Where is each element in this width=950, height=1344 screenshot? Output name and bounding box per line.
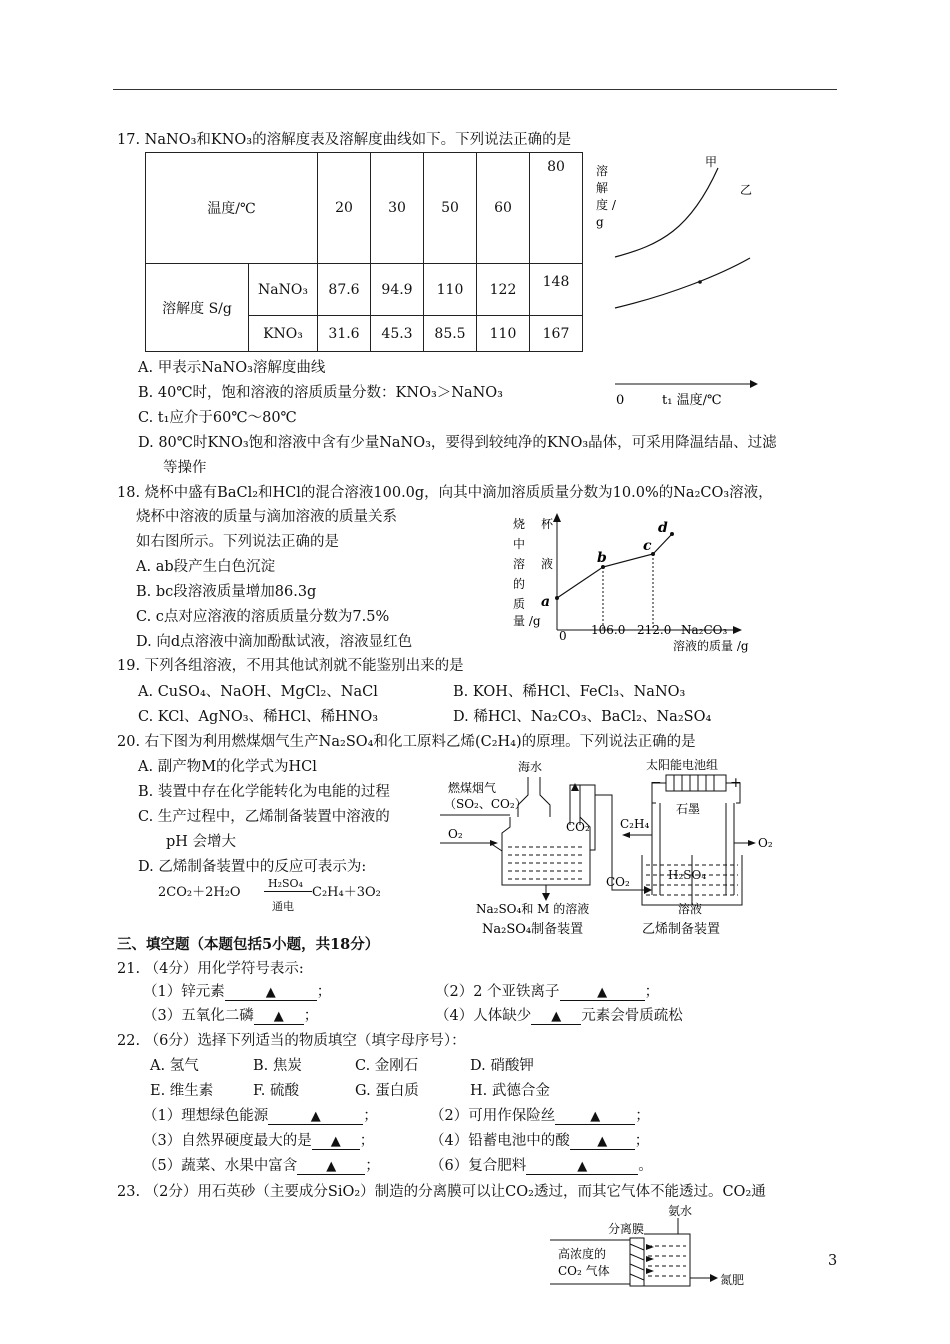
label-a: a: [541, 594, 551, 610]
table-cell: 45.3: [371, 316, 424, 352]
table-cell: 148: [530, 264, 583, 316]
q22-stem: 22. （6分）选择下列适当的物质填空（填字母序号）：: [117, 1033, 466, 1049]
q18-stem-line3: 如右图所示。下列说法正确的是: [136, 534, 339, 550]
q19-option-b: B. KOH、稀HCl、FeCl₃、NaNO₃: [453, 684, 686, 700]
q17-option-c: C. t₁应介于60℃～80℃: [138, 410, 297, 426]
q20-option-a: A. 副产物M的化学式为HCl: [138, 759, 317, 775]
q22-item-3: （3）自然界硬度最大的是 ▲ ；: [143, 1133, 375, 1149]
q22-item-1: （1）理想绿色能源 ▲ ；: [143, 1108, 378, 1124]
graph-xlabel: t₁ 温度/℃: [662, 393, 722, 408]
q21-item-3: （3）五氧化二磷 ▲ ；: [143, 1008, 319, 1024]
q17-solubility-graph: [590, 150, 770, 415]
flue-gas-components: （SO₂、CO₂）: [444, 797, 527, 811]
q17-option-a: A. 甲表示NaNO₃溶解度曲线: [138, 360, 326, 376]
return-pipe: [580, 785, 595, 850]
graph-ylabel: 度 /: [596, 198, 616, 212]
table-row-name: KNO₃: [249, 316, 318, 352]
equation-condition-top: H₂SO₄: [268, 877, 303, 890]
q22-choice: G. 蛋白质: [355, 1083, 419, 1099]
q17-option-b: B. 40℃时，饱和溶液的溶质质量分数：KNO₃＞NaNO₃: [138, 385, 503, 401]
equation-right: C₂H₄＋3O₂: [312, 885, 381, 900]
q21-item-4-suffix: 元素会骨质疏松: [581, 1008, 683, 1024]
q22-item-label: （2）可用作保险丝: [430, 1108, 556, 1124]
q22-item-label: （3）自然界硬度最大的是: [143, 1133, 312, 1149]
q21-stem: 21. （4分）用化学符号表示:: [117, 961, 304, 977]
tower-liquid: [508, 847, 585, 879]
table-temp-cell: 80: [530, 153, 583, 264]
co2-in-arrow: [644, 886, 652, 894]
graph-ylabel: 液: [541, 557, 554, 571]
table-cell: 87.6: [318, 264, 371, 316]
mass-line: [557, 534, 672, 598]
q19-option-a: A. CuSO₄、NaOH、MgCl₂、NaCl: [138, 684, 378, 700]
graph-ylabel: 量 /g: [513, 614, 541, 628]
q20-stem: 20. 右下图为利用燃煤烟气生产Na₂SO₄和化工原料乙烯(C₂H₄)的原理。下列说法正确的是: [117, 734, 696, 750]
tick-212: 212.0: [637, 623, 672, 637]
o2-in-label: O₂: [448, 827, 463, 841]
c2h4-label: C₂H₄: [620, 817, 650, 831]
table-sol-header: 溶解度 S/g: [146, 264, 249, 352]
gas-label-2: CO₂ 气体: [558, 1264, 610, 1278]
graph-ylabel: 的: [513, 577, 526, 591]
x-axis-arrow: [750, 380, 758, 388]
product-label: Na₂SO₄和 M 的溶液: [476, 902, 590, 916]
q19-option-d: D. 稀HCl、Na₂CO₃、BaCl₂、Na₂SO₄: [453, 709, 712, 725]
blank-marker: ▲: [597, 1134, 608, 1149]
flow-arrows: [646, 1244, 654, 1274]
q21-item-1-label: （1）锌元素: [143, 984, 225, 1000]
q20-apparatus-diagram: [430, 755, 790, 940]
answer-blank[interactable]: [531, 1008, 581, 1025]
q18-option-d: D. 向d点溶液中滴加酚酞试液，溶液显红色: [136, 634, 413, 650]
table-cell: 31.6: [318, 316, 371, 352]
q22-item-6: （6）复合肥料 ▲ 。: [430, 1158, 653, 1174]
q18-stem-line2: 烧杯中溶液的质量与滴加溶液的质量关系: [136, 509, 397, 525]
graph-xlabel: 溶液的质量 /g: [673, 639, 749, 653]
q19-option-c: C. KCl、AgNO₃、稀HCl、稀HNO₃: [138, 709, 379, 725]
label-b: b: [597, 550, 607, 566]
graph-origin: 0: [559, 629, 567, 643]
answer-blank[interactable]: [555, 1108, 635, 1125]
q22-choice: E. 维生素: [150, 1083, 214, 1099]
header-rule: [113, 89, 837, 90]
tick-106: 106.0: [591, 623, 626, 637]
q22-choice: A. 氢气: [150, 1058, 199, 1074]
q17-option-d: D. 80℃时KNO₃饱和溶液中含有少量NaNO₃，要得到较纯净的KNO₃晶体，可采用降温结晶、过滤: [138, 435, 777, 451]
page-number: 3: [828, 1253, 838, 1269]
tank-liquid: [648, 1246, 686, 1276]
q22-item-label: （4）铅蓄电池中的酸: [430, 1133, 570, 1149]
q22-item-2: （2）可用作保险丝 ▲ ；: [430, 1108, 650, 1124]
solubility-table: [145, 152, 583, 352]
x-axis-arrow: [733, 626, 742, 634]
co2-up-arrow: [571, 783, 579, 791]
q22-choice: F. 硫酸: [253, 1083, 300, 1099]
graph-ylabel: 中: [513, 537, 526, 551]
q17-stem: 17. NaNO₃和KNO₃的溶解度表及溶解度曲线如下。下列说法正确的是: [117, 132, 572, 148]
point-c: [651, 552, 655, 556]
label-c: c: [643, 538, 652, 554]
table-temp-cell: 30: [371, 153, 424, 264]
answer-blank[interactable]: [268, 1108, 363, 1125]
q22-choice: C. 金刚石: [355, 1058, 419, 1074]
caption-na2so4: Na₂SO₄制备装置: [482, 922, 584, 937]
answer-blank[interactable]: [570, 1133, 635, 1150]
q19-stem: 19. 下列各组溶液，不用其他试剂就不能鉴别出来的是: [117, 658, 464, 674]
table-temp-cell: 50: [424, 153, 477, 264]
electrolyte-label: H₂SO₄: [668, 868, 707, 882]
answer-blank[interactable]: [526, 1158, 638, 1175]
table-cell: 85.5: [424, 316, 477, 352]
q22-choice: D. 硝酸钾: [470, 1058, 534, 1074]
o2-out-label: O₂: [758, 836, 773, 850]
table-cell: 110: [477, 316, 530, 352]
membrane-label: 分离膜: [608, 1222, 645, 1236]
intersection-point: [698, 280, 702, 284]
graphite-label: 石墨: [676, 802, 701, 816]
outlet-arrow: [542, 893, 550, 901]
minus-sign: −: [650, 775, 662, 791]
q18-stem: 18. 烧杯中盛有BaCl₂和HCl的混合溶液100.0g，向其中滴加溶质质量分数为10.0%的Na₂CO₃溶液，: [117, 485, 773, 501]
blank-marker: ▲: [590, 1109, 601, 1124]
q22-item-5: （5）蔬菜、水果中富含 ▲ ；: [143, 1158, 380, 1174]
q23-membrane-diagram: [550, 1202, 750, 1292]
gas-label-1: 高浓度的: [558, 1247, 607, 1261]
q21-item-4: [435, 1004, 683, 1025]
table-cell: 122: [477, 264, 530, 316]
q20-option-c-cont: pH 会增大: [166, 834, 237, 850]
q21-item-1: （1）锌元素 ▲ ；: [143, 984, 332, 1000]
answer-blank[interactable]: [225, 984, 317, 1001]
q22-item-label: （6）复合肥料: [430, 1158, 527, 1174]
answer-blank[interactable]: [312, 1133, 360, 1150]
graph-ylabel: 质: [513, 597, 526, 611]
table-temp-cell: 60: [477, 153, 530, 264]
q17-option-d-cont: 等操作: [163, 460, 207, 476]
q22-item-label: （1）理想绿色能源: [143, 1108, 269, 1124]
q21-item-4-label: （4）人体缺少: [435, 1008, 532, 1024]
ammonia-water-label: 氨水: [668, 1204, 693, 1218]
o2-out-arrow: [748, 840, 756, 846]
q20-option-c: C. 生产过程中，乙烯制备装置中溶液的: [138, 809, 390, 825]
co2-in-label: CO₂: [606, 875, 630, 889]
blank-marker: ▲: [265, 985, 276, 1000]
label-d: d: [658, 520, 668, 536]
blank-marker: ▲: [597, 985, 608, 1000]
point-a: [555, 596, 559, 600]
q18-option-c: C. c点对应溶液的溶质质量分数为7.5%: [136, 609, 390, 625]
table-temp-cell: 20: [318, 153, 371, 264]
equation-left: 2CO₂＋2H₂O: [158, 885, 241, 900]
graph-ylabel: g: [596, 215, 604, 229]
co2-top-label: CO₂: [566, 820, 590, 834]
answer-blank[interactable]: [560, 984, 645, 1001]
curve-label-yi: 乙: [740, 183, 753, 197]
q20-option-d: D. 乙烯制备装置中的反应可表示为:: [138, 859, 367, 875]
c2h4-arrow: [622, 832, 630, 838]
graph-origin: 0: [616, 393, 625, 408]
q22-choice: B. 焦炭: [253, 1058, 302, 1074]
graph-ylabel: 烧: [513, 517, 526, 531]
y-axis-arrow: [553, 513, 561, 522]
q21-item-2: （2）2 个亚铁离子 ▲ ；: [435, 984, 660, 1000]
table-cell: 94.9: [371, 264, 424, 316]
point-d: [670, 532, 674, 536]
plus-sign: +: [730, 775, 742, 791]
table-row-name: NaNO₃: [249, 264, 318, 316]
q20-option-b: B. 装置中存在化学能转化为电能的过程: [138, 784, 390, 800]
q22-item-label: （5）蔬菜、水果中富含: [143, 1158, 298, 1174]
table-temp-header: 温度/℃: [146, 153, 318, 264]
graph-ylabel: 溶: [596, 164, 609, 178]
q23-stem: 23. （2分）用石英砂（主要成分SiO₂）制造的分离膜可以让CO₂透过，而其它气体不能透过。CO₂通: [117, 1184, 766, 1200]
q21-item-3-label: （3）五氧化二磷: [143, 1008, 254, 1024]
equation-condition-bottom: 通电: [272, 900, 294, 913]
answer-blank[interactable]: [297, 1158, 365, 1175]
equation-arrow: [264, 891, 312, 892]
answer-blank[interactable]: [254, 1008, 304, 1025]
graph-ylabel: 解: [596, 181, 609, 195]
blank-marker: ▲: [273, 1009, 284, 1024]
table-cell: 110: [424, 264, 477, 316]
blank-marker: ▲: [326, 1159, 337, 1174]
q18-option-b: B. bc段溶液质量增加86.3g: [136, 584, 317, 600]
q18-mass-graph: [505, 510, 770, 658]
q22-choice: H. 武德合金: [470, 1083, 550, 1099]
curve-yi: [615, 258, 750, 308]
caption-ethylene: 乙烯制备装置: [642, 922, 721, 937]
q21-item-2-label: （2）2 个亚铁离子: [435, 984, 560, 1000]
table-cell: 167: [530, 316, 583, 352]
graph-ylabel: 杯: [541, 517, 554, 531]
blank-marker: ▲: [310, 1109, 321, 1124]
curve-jia: [615, 168, 718, 257]
section-3-heading: 三、填空题（本题包括5小题，共18分）: [117, 936, 380, 953]
blank-marker: ▲: [551, 1009, 562, 1024]
seawater-label: 海水: [518, 760, 543, 774]
solar-label: 太阳能电池组: [646, 758, 719, 772]
blank-marker: ▲: [330, 1134, 341, 1149]
graph-ylabel: 溶: [513, 557, 526, 571]
fertilizer-arrow: [710, 1274, 718, 1282]
solar-panel: [666, 775, 726, 791]
solution-label: 溶液: [678, 902, 703, 916]
curve-label-jia: 甲: [705, 155, 718, 169]
blank-marker: ▲: [577, 1159, 588, 1174]
graph-xlabel: Na₂CO₃: [681, 623, 728, 637]
fertilizer-label: 氮肥: [720, 1273, 745, 1287]
flue-gas-label: 燃煤烟气: [448, 781, 497, 795]
q18-option-a: A. ab段产生白色沉淀: [136, 559, 276, 575]
q22-item-4: （4）铅蓄电池中的酸 ▲ ；: [430, 1133, 650, 1149]
